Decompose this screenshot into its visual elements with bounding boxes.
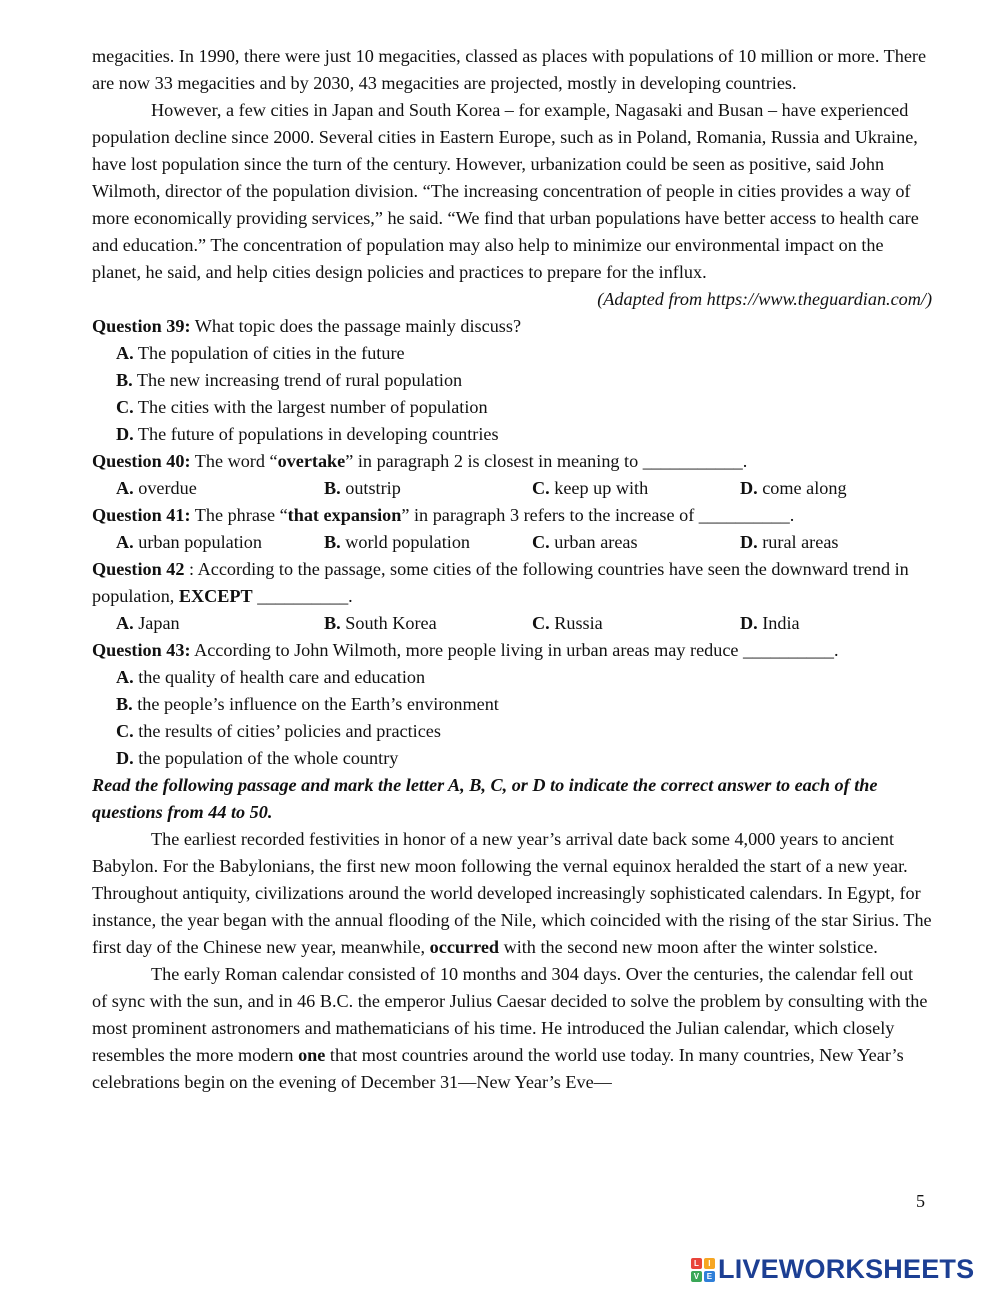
option-text: The new increasing trend of rural population <box>132 370 463 390</box>
question-39 <box>92 313 932 340</box>
option-text: South Korea <box>340 613 437 633</box>
passage2-p1-keyword: occurred <box>429 937 500 957</box>
question-42-option-c[interactable] <box>532 610 740 637</box>
question-39-label: Question 39: <box>92 316 191 336</box>
option-text: The future of populations in developing countries <box>133 424 499 444</box>
question-42-keyword: EXCEPT <box>178 586 253 606</box>
question-42-label: Question 42 <box>92 559 185 579</box>
option-letter: A. <box>116 667 134 687</box>
passage2-paragraph-1 <box>92 826 932 961</box>
option-text: the results of cities’ policies and practices <box>133 721 441 741</box>
question-42 <box>92 556 932 610</box>
passage2-p2-text: The early Roman calendar consisted of 10 months and 304 days. Over the centuries, the calendar fell out of sync with the sun, and in 46 B.C. the emperor Julius Caesar decided to solve the problem by consulting with the most prominent astronomers and mathematicians of his time. He introduced the Julian calendar, which closely resembles the more modern <box>92 964 928 1065</box>
option-letter: A. <box>116 613 134 633</box>
option-text: The cities with the largest number of population <box>133 397 488 417</box>
passage2-p2-keyword: one <box>298 1045 326 1065</box>
option-letter: B. <box>324 532 341 552</box>
logo-letter: L <box>691 1258 702 1269</box>
question-41 <box>92 502 932 529</box>
question-40-option-b[interactable] <box>324 475 532 502</box>
liveworksheets-brand[interactable] <box>691 1254 974 1285</box>
option-text: outstrip <box>340 478 401 498</box>
question-40-option-d[interactable] <box>740 475 948 502</box>
option-text: India <box>757 613 800 633</box>
question-41-label: Question 41: <box>92 505 191 525</box>
question-43-text: According to John Wilmoth, more people living in urban areas may reduce __________. <box>190 640 839 660</box>
question-43-option-a[interactable] <box>92 664 932 691</box>
logo-letter: E <box>704 1271 715 1282</box>
option-letter: D. <box>740 613 758 633</box>
question-42-option-d[interactable] <box>740 610 948 637</box>
logo-letter: I <box>704 1258 715 1269</box>
passage2-p1-text-end: with the second new moon after the winter solstice. <box>499 937 878 957</box>
question-40-options <box>92 475 932 502</box>
option-text: urban areas <box>549 532 638 552</box>
question-41-option-c[interactable] <box>532 529 740 556</box>
brand-name: LIVEWORKSHEETS <box>718 1254 975 1284</box>
passage2-paragraph-2 <box>92 961 932 1096</box>
question-39-option-d[interactable] <box>92 421 932 448</box>
question-40-label: Question 40: <box>92 451 191 471</box>
source-citation: (Adapted from https://www.theguardian.com/) <box>597 289 932 309</box>
option-text: Japan <box>133 613 180 633</box>
question-42-text-post: __________. <box>252 586 353 606</box>
option-letter: C. <box>532 613 550 633</box>
question-40-option-a[interactable] <box>116 475 324 502</box>
option-letter: D. <box>116 748 134 768</box>
question-40 <box>92 448 932 475</box>
question-41-option-a[interactable] <box>116 529 324 556</box>
option-letter: C. <box>116 397 134 417</box>
section-instruction: Read the following passage and mark the letter A, B, C, or D to indicate the correct answer to each of the questions from 44 to 50. <box>92 775 878 822</box>
passage1-paragraph-end: megacities. In 1990, there were just 10 megacities, classed as places with populations of 10 million or more. There are now 33 megacities and by 2030, 43 megacities are projected, mostly in developing countries. <box>92 46 927 93</box>
question-42-text-pre: : According to the passage, some cities of the following countries have seen the downward trend in population, <box>92 559 909 606</box>
question-43-option-b[interactable] <box>92 691 932 718</box>
page-number: 5 <box>916 1191 925 1211</box>
passage2-p2-text-end: that most countries around the world use today. In many countries, New Year’s celebrations begin on the evening of December 31—New Year’s Eve— <box>92 1045 904 1092</box>
option-letter: B. <box>324 478 341 498</box>
question-42-option-a[interactable] <box>116 610 324 637</box>
question-39-option-b[interactable] <box>92 367 932 394</box>
option-letter: C. <box>532 532 550 552</box>
question-39-option-a[interactable] <box>92 340 932 367</box>
question-42-option-b[interactable] <box>324 610 532 637</box>
option-letter: A. <box>116 532 134 552</box>
worksheet-page <box>92 43 932 1096</box>
question-43-option-c[interactable] <box>92 718 932 745</box>
question-39-option-c[interactable] <box>92 394 932 421</box>
option-text: the people’s influence on the Earth’s environment <box>132 694 499 714</box>
passage2-p1-text: The earliest recorded festivities in honor of a new year’s arrival date back some 4,000 years to ancient Babylon. For the Babylonians, the first new moon following the vernal equinox heralded the start of a new year. Throughout antiquity, civilizations around the world developed increasingly sophisticated calendars. In Egypt, for instance, the year began with the annual flooding of the Nile, which coincided with the rising of the star Sirius. The first day of the Chinese new year, meanwhile, <box>92 829 932 957</box>
question-41-text-pre: The phrase “ <box>190 505 288 525</box>
option-text: Russia <box>549 613 603 633</box>
option-letter: B. <box>324 613 341 633</box>
option-text: overdue <box>133 478 197 498</box>
question-41-option-d[interactable] <box>740 529 948 556</box>
option-letter: A. <box>116 343 134 363</box>
option-text: rural areas <box>757 532 839 552</box>
liveworksheets-logo-icon <box>691 1258 715 1282</box>
question-42-options <box>92 610 932 637</box>
question-40-option-c[interactable] <box>532 475 740 502</box>
question-41-options <box>92 529 932 556</box>
option-letter: C. <box>116 721 134 741</box>
question-43-option-d[interactable] <box>92 745 932 772</box>
question-41-keyword: that expansion <box>287 505 402 525</box>
question-43 <box>92 637 932 664</box>
option-text: come along <box>757 478 847 498</box>
option-letter: D. <box>116 424 134 444</box>
question-40-keyword: overtake <box>277 451 346 471</box>
option-letter: D. <box>740 478 758 498</box>
question-43-label: Question 43: <box>92 640 191 660</box>
option-letter: B. <box>116 370 133 390</box>
option-letter: C. <box>532 478 550 498</box>
option-text: the quality of health care and education <box>133 667 426 687</box>
question-41-text-post: ” in paragraph 3 refers to the increase of __________. <box>401 505 795 525</box>
option-text: The population of cities in the future <box>133 343 405 363</box>
option-letter: B. <box>116 694 133 714</box>
question-39-text: What topic does the passage mainly discuss? <box>190 316 522 336</box>
question-40-text-pre: The word “ <box>190 451 278 471</box>
option-text: keep up with <box>549 478 649 498</box>
question-40-text-post: ” in paragraph 2 is closest in meaning to ___________. <box>345 451 748 471</box>
option-letter: D. <box>740 532 758 552</box>
option-letter: A. <box>116 478 134 498</box>
logo-letter: V <box>691 1271 702 1282</box>
option-text: urban population <box>133 532 262 552</box>
option-text: world population <box>340 532 471 552</box>
passage1-paragraph-2: However, a few cities in Japan and South Korea – for example, Nagasaki and Busan – have experienced population decline since 2000. Several cities in Eastern Europe, such as in Poland, Romania, Russia and Ukraine, have lost population since the turn of the century. However, urbanization could be seen as positive, said John Wilmoth, director of the population division. “The increasing concentration of people in cities provides a way of more economically providing services,” he said. “We find that urban populations have better access to health care and education.” The concentration of population may also help to minimize our environmental impact on the planet, he said, and help cities design policies and practices to prepare for the influx. <box>92 100 919 282</box>
question-41-option-b[interactable] <box>324 529 532 556</box>
option-text: the population of the whole country <box>133 748 399 768</box>
